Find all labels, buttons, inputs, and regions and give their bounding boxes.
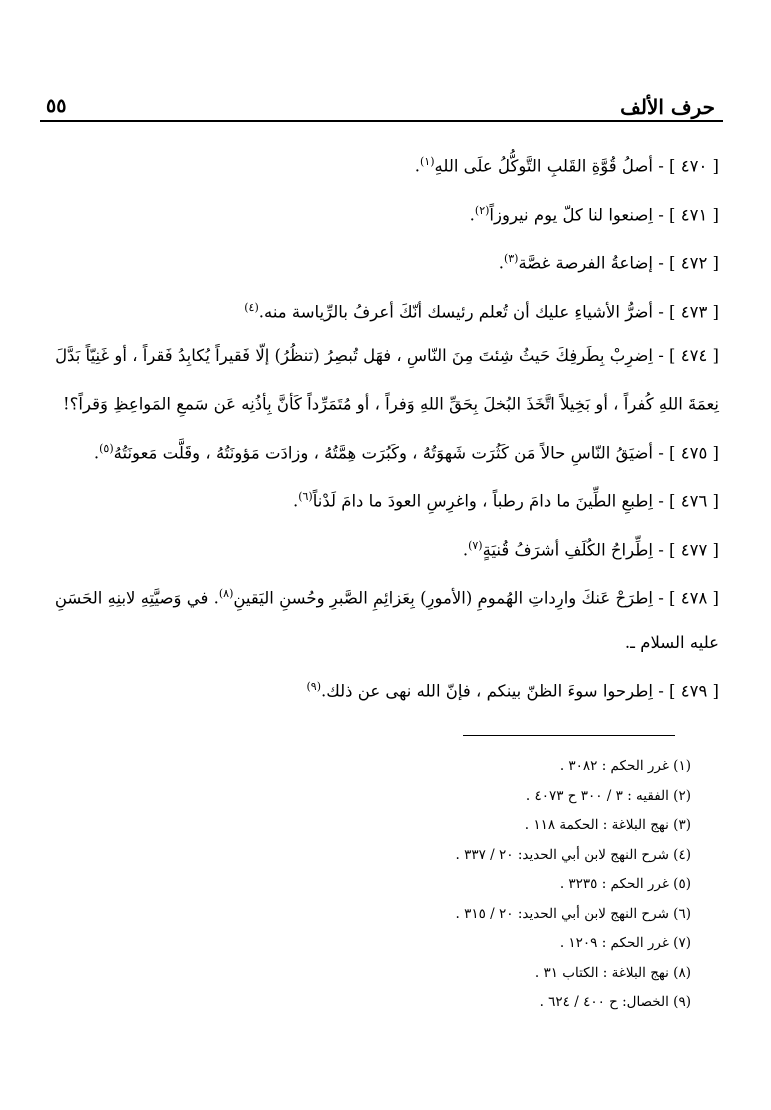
entry-tail: . [93, 443, 100, 462]
entry-text: - إضاعةُ الفرصة غصَّة [518, 253, 664, 273]
footnote-marker: (١) [420, 155, 435, 168]
entry-tail: . في وَصيَّتِهِ لابنِهِ الحَسَنِ عليه السلام ـ. [54, 588, 719, 652]
entry-476 [41, 475, 719, 524]
entry-text: - أضيَقُ النّاسِ حالاً مَن كَثُرَت شَهوَتُهُ ، وكَبُرَت هِمَّتُهُ ، وزادَت مَؤونَتُهُ ، وقَلَّت مَعونَتُهُ [113, 443, 664, 462]
entry-text: - اِطرَحْ عَنكَ وارِداتِ الهُمومِ (الأمورِ) بِعَزائِمِ الصَّبرِ وحُسنِ اليَقينِ [233, 588, 664, 608]
footnote-marker: (٣) [503, 252, 519, 265]
footnote-rule [463, 735, 675, 736]
footnote-marker: (٦) [298, 490, 313, 503]
entry-text: - اِطبعِ الطِّينَ ما دامَ رطباً ، واغرِسِ العودَ ما دامَ لَدْناً [312, 491, 664, 511]
footnote-marker: (٨) [218, 587, 234, 600]
entry-number: [ ٤٧٨ ] [669, 588, 719, 608]
footnote-marker: (٤) [244, 300, 259, 314]
entry-text: - أضرُّ الأشياءِ عليك أن تُعلم رئيسك أنّكَ أعرفُ بالرِّياسة منه. [258, 302, 664, 321]
chapter-title: حرف الألف [620, 95, 715, 119]
entry-text: - اِطرحوا سوءَ الظنّ بينكم ، فإنّ الله نهى عن ذلك. [321, 681, 664, 700]
entry-number: [ ٤٧١ ] [669, 205, 719, 224]
footnote-6: (٦) شرح النهج لابن أبي الحديد: ٢٠ / ٣١٥ . [455, 905, 691, 922]
entry-475 [41, 427, 719, 476]
entries-list [41, 140, 719, 713]
entry-text: - أصلُ قُوَّةِ القَلبِ التَّوكُّلُ علَى اللهِ [434, 156, 664, 176]
entry-number: [ ٤٧٩ ] [669, 681, 719, 700]
entry-number: [ ٤٧٤ ] [669, 346, 719, 365]
entry-473 [41, 286, 719, 335]
entry-478 [41, 572, 719, 665]
entry-tail: . [414, 156, 420, 176]
entry-number: [ ٤٧٢ ] [669, 253, 719, 273]
footnote-3: (٣) نهج البلاغة : الحكمة ١١٨ . [524, 817, 691, 833]
footnote-2: (٢) الفقيه : ٣ / ٣٠٠ ح ٤٠٧٣ . [525, 787, 691, 804]
page-number: ٥٥ [46, 95, 67, 117]
footnote-marker: (٢) [474, 203, 490, 217]
entry-text: - اِطِّراحُ الكُلَفِ أشرَفُ قُنيَةٍ [482, 540, 664, 559]
footnote-1: (١) غرر الحكم : ٣٠٨٢ . [559, 758, 691, 774]
entry-tail: . [469, 205, 475, 224]
footnote-marker: (٧) [468, 538, 483, 552]
entry-tail: . [292, 491, 299, 511]
entry-474 [41, 334, 719, 427]
entry-479 [41, 665, 719, 714]
entry-tail: . [462, 540, 469, 559]
entry-number: [ ٤٧٧ ] [669, 540, 719, 559]
footnote-marker: (٩) [306, 679, 321, 693]
footnote-marker: (٥) [99, 441, 114, 455]
header-rule [40, 120, 723, 122]
running-header [0, 85, 771, 125]
entry-471 [41, 189, 719, 238]
entry-text: - اِصنعوا لنا كلّ يوم نيروزاً [489, 205, 664, 224]
entry-tail: . [498, 253, 504, 273]
entry-477 [41, 524, 719, 573]
footnote-8: (٨) نهج البلاغة : الكتاب ٣١ . [534, 964, 691, 981]
entry-472 [41, 237, 719, 286]
entry-number: [ ٤٧٥ ] [669, 443, 719, 462]
footnote-7: (٧) غرر الحكم : ١٢٠٩ . [559, 935, 691, 951]
entry-text: - اِضرِبْ بِطَرفِكَ حَيثُ شِئتَ مِنَ النّاسِ ، فهَل تُبصِرُ (تنظُرُ) إلّا فَقيراً يُكابِدُ فَقراً ، أو غَنِيّاً بَدَّلَ نِعمَةَ اللهِ كُفراً ، أو بَخِيلاً اتَّخَذَ البُخلَ بِحَقِّ اللهِ وَفراً ، أو مُتَمَرِّداً كَأنَّ بِأذُنِه عَن سَمعِ المَواعِظِ وَقراً؟! [55, 346, 719, 414]
footnotes-list [91, 752, 691, 1018]
entry-number: [ ٤٧٣ ] [669, 302, 719, 321]
footnote-5: (٥) غرر الحكم : ٣٢٣٥ . [559, 876, 691, 892]
footnote-9: (٩) الخصال: ح ٤٠٠ / ٦٢٤ . [539, 994, 691, 1010]
entry-number: [ ٤٧٦ ] [669, 491, 719, 511]
footnote-4: (٤) شرح النهج لابن أبي الحديد: ٢٠ / ٣٣٧ . [455, 846, 691, 863]
entry-number: [ ٤٧٠ ] [669, 156, 719, 176]
entry-470 [41, 140, 719, 189]
